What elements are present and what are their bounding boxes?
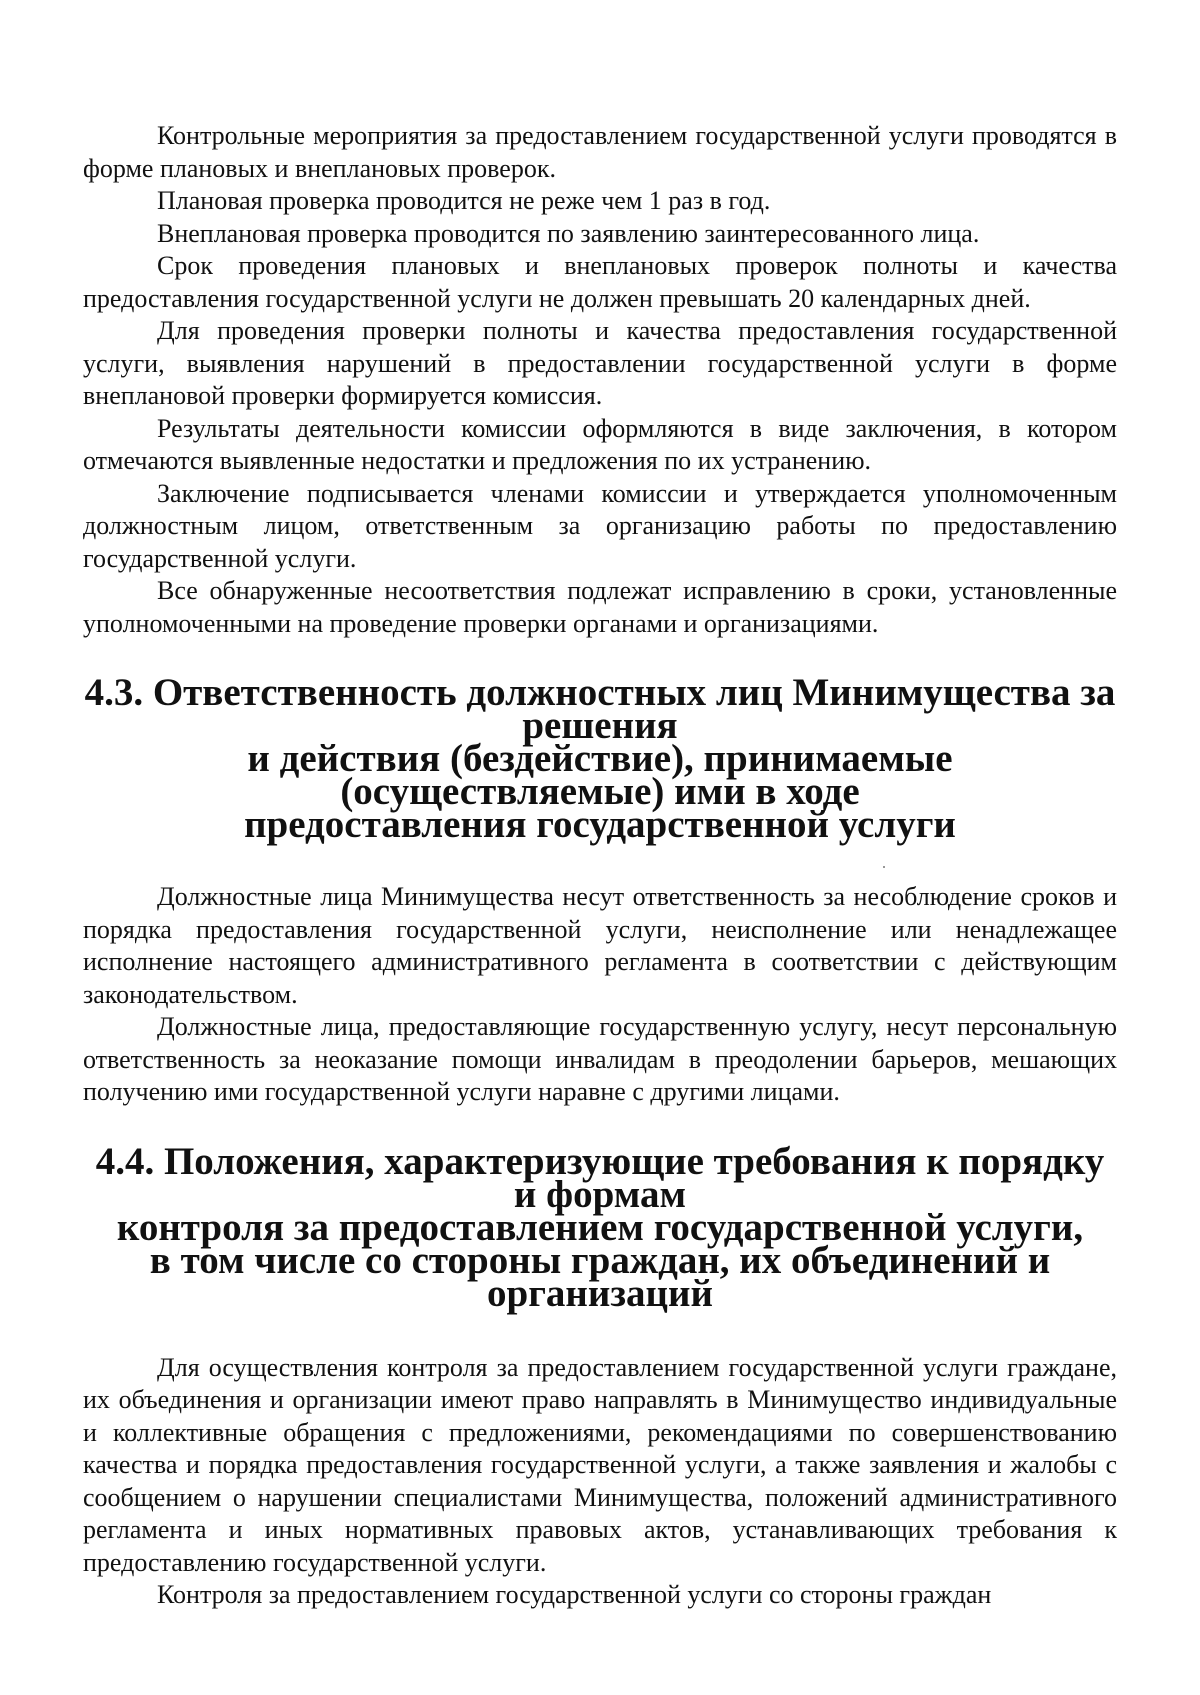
paragraph-inspection-term: Срок проведения плановых и внеплановых проверок полноты и качества предоставления государственной услуги не должен превышать 20 календарных дней. (83, 251, 1117, 313)
paragraph-nonconformities: Все обнаруженные несоответствия подлежат исправлению в сроки, установленные уполномоченными на проведение проверки органами и организациями. (83, 576, 1117, 638)
paragraph-officials-responsibility: Должностные лица Минимущества несут ответственность за несоблюдение сроков и порядка предоставления государственной услуги, неисполнение или ненадлежащее исполнение настоящего административного регламента в соответствии с действующим законодательством. (83, 882, 1117, 1009)
paragraph-conclusion-signing: Заключение подписывается членами комиссии и утверждается уполномоченным должностным лицом, ответственным за организацию работы по предоставлению государственной услуги. (83, 478, 1117, 573)
paragraph-disabled-assistance: Должностные лица, предоставляющие государственную услугу, несут персональную ответственность за неоказание помощи инвалидам в преодолении барьеров, мешающих получению ими государственной услуги наравне с другими лицами. (83, 1012, 1117, 1106)
paragraph-citizen-control-continued: Контроля за предоставлением государственной услуги со стороны граждан (157, 1580, 992, 1609)
paragraph-control-measures: Контрольные мероприятия за предоставлением государственной услуги проводятся в форме плановых и внеплановых проверок. (83, 121, 1117, 183)
heading-line: 4.4. Положения, характеризующие требования к порядку и формам (95, 1139, 1105, 1216)
heading-line: контроля за предоставлением государственной услуги, (116, 1205, 1084, 1249)
paragraph-unplanned-inspection: Внеплановая проверка проводится по заявлению заинтересованного лица. (157, 218, 980, 248)
scan-speck (883, 866, 885, 868)
section-heading-4-4 (83, 1139, 1117, 1315)
section-heading-4-3 (83, 671, 1117, 846)
paragraph-commission-results: Результаты деятельности комиссии оформляются в виде заключения, в котором отмечаются выявленные недостатки и предложения по их устранению. (83, 413, 1117, 475)
heading-line: и действия (бездействие), принимаемые (осуществляемые) ими в ходе (247, 737, 953, 813)
heading-line: предоставления государственной услуги (244, 803, 956, 846)
paragraph-planned-inspection: Плановая проверка проводится не реже чем 1 раз в год. (157, 186, 771, 215)
heading-line: 4.3. Ответственность должностных лиц Минимущества за решения (84, 671, 1116, 747)
heading-line: в том числе со стороны граждан, их объединений и организаций (149, 1238, 1051, 1315)
document-body (83, 120, 1117, 1612)
paragraph-citizen-control: Для осуществления контроля за предоставлением государственной услуги граждане, их объединения и организации имеют право направлять в Минимущество индивидуальные и коллективные обращения с предложениями, рекомендациями по совершенствованию качества и порядка предоставления государственной услуги, а также заявления и жалобы с сообщением о нарушении специалистами Минимущества, положений административного регламента и иных нормативных правовых актов, устанавливающих требования к предоставлению государственной услуги. (83, 1352, 1117, 1577)
paragraph-commission: Для проведения проверки полноты и качества предоставления государственной услуги, выявления нарушений в предоставлении государственной услуги в форме внеплановой проверки формируется комиссия. (83, 316, 1117, 410)
